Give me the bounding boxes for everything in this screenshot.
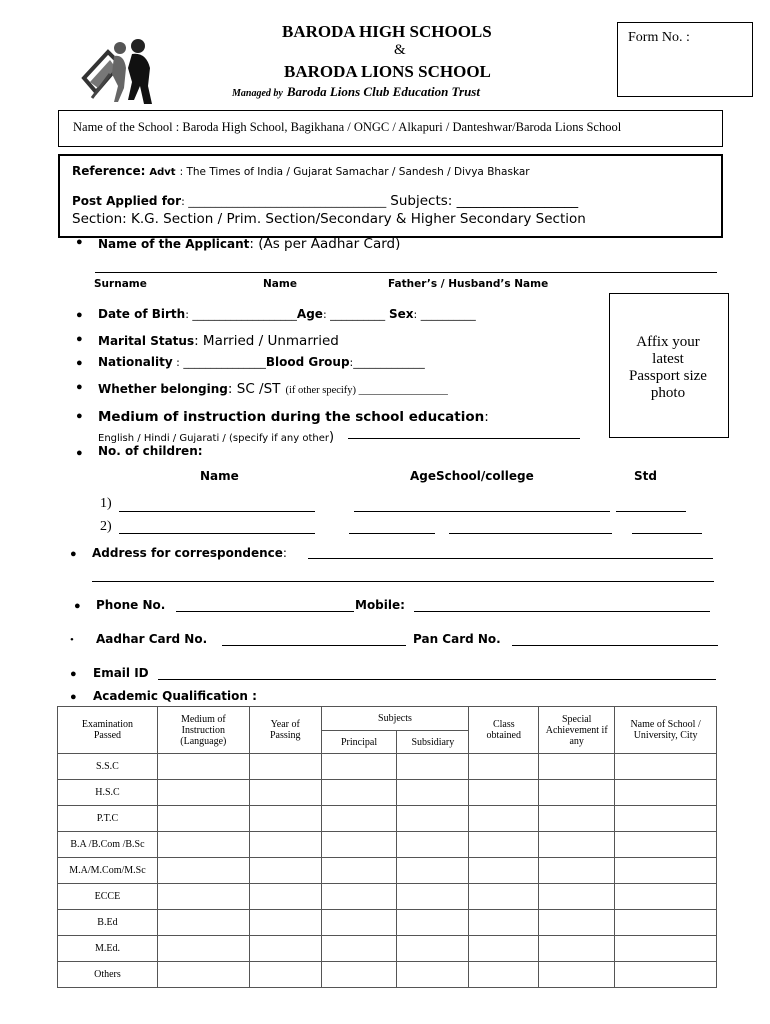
dob-field[interactable]: : ___________________ (185, 308, 297, 321)
belonging-line[interactable] (98, 378, 448, 397)
child-2-school-field[interactable] (449, 533, 612, 534)
table-input-cell[interactable] (539, 754, 615, 780)
trust-name: Baroda Lions Club Education Trust (286, 84, 480, 99)
advt-sources: : The Times of India / Gujarat Samachar / Sandesh / Divya Bhaskar (179, 166, 530, 178)
section-line: Section: K.G. Section / Prim. Section/Secondary & Higher Secondary Section (72, 211, 586, 227)
aadhar-field[interactable] (222, 645, 406, 646)
table-input-cell[interactable] (249, 858, 321, 884)
table-input-cell[interactable] (469, 910, 539, 936)
medium-label: Medium of instruction during the school education (98, 409, 485, 425)
table-input-cell[interactable] (321, 806, 397, 832)
blood-group-label: Blood Group (265, 355, 350, 369)
table-row (58, 832, 717, 858)
table-row (58, 806, 717, 832)
title-line-2: BARODA LIONS SCHOOL (284, 62, 491, 81)
marital-line[interactable] (98, 330, 339, 349)
post-applied-label: Post Applied for (72, 194, 182, 208)
belonging-options[interactable]: : SC /ST (227, 381, 281, 397)
table-input-cell[interactable] (157, 910, 249, 936)
advt-label: Advt (149, 167, 176, 178)
table-input-cell[interactable] (249, 754, 321, 780)
aadhar-label: Aadhar Card No. (96, 632, 208, 646)
phone-field[interactable] (176, 611, 354, 612)
child-2-std-field[interactable] (632, 533, 702, 534)
table-input-cell[interactable] (469, 858, 539, 884)
managed-by-line (232, 83, 480, 101)
table-input-cell[interactable] (539, 780, 615, 806)
belonging-note[interactable]: (if other specify) _________________ (285, 385, 448, 396)
address-label: Address for correspondence (92, 546, 283, 560)
table-input-cell[interactable] (321, 780, 397, 806)
table-input-cell[interactable] (397, 806, 469, 832)
table-input-cell[interactable] (249, 832, 321, 858)
title-ampersand: & (394, 42, 406, 58)
child-age-school-header: AgeSchool/college (410, 469, 534, 483)
table-input-cell[interactable] (615, 832, 717, 858)
exam-name-cell: B.A /B.Com /B.Sc (58, 832, 158, 858)
school-logo (80, 38, 160, 108)
header-subsidiary: Subsidiary (397, 731, 469, 754)
father-husband-label: Father’s / Husband’s Name (388, 278, 549, 290)
table-row (58, 910, 717, 936)
table-input-cell[interactable] (615, 884, 717, 910)
mobile-label: Mobile: (355, 598, 405, 612)
medium-other-field[interactable] (348, 438, 580, 439)
applicant-name-field[interactable] (95, 272, 717, 273)
applicant-name-label: Name of the Applicant (98, 237, 250, 251)
photo-text-3: Passport size (629, 368, 707, 384)
header-university: Name of School / University, City (615, 707, 717, 754)
nationality-line[interactable] (98, 355, 425, 369)
table-input-cell[interactable] (469, 884, 539, 910)
table-input-cell[interactable] (397, 936, 469, 962)
table-input-cell[interactable] (539, 910, 615, 936)
post-applied-line[interactable] (72, 192, 578, 210)
bullet: ● (76, 447, 83, 459)
child-1-std-field[interactable] (616, 511, 686, 512)
table-input-cell[interactable] (397, 858, 469, 884)
medium-heading (98, 406, 489, 425)
table-input-cell[interactable] (397, 780, 469, 806)
address-colon: : (282, 546, 287, 560)
table-input-cell[interactable] (615, 754, 717, 780)
header-class: Class obtained (469, 707, 539, 754)
table-input-cell[interactable] (397, 832, 469, 858)
table-row (58, 884, 717, 910)
address-field-1[interactable] (308, 558, 713, 559)
header-medium: Medium of Instruction (Language) (157, 707, 249, 754)
table-input-cell[interactable] (249, 936, 321, 962)
exam-name-cell: M.A/M.Com/M.Sc (58, 858, 158, 884)
table-input-cell[interactable] (615, 806, 717, 832)
surname-label: Surname (94, 278, 147, 290)
table-input-cell[interactable] (469, 806, 539, 832)
form-no-box[interactable] (617, 22, 753, 97)
child-2-name-field[interactable] (119, 533, 315, 534)
table-input-cell[interactable] (469, 936, 539, 962)
table-input-cell[interactable] (249, 780, 321, 806)
header-principal: Principal (321, 731, 397, 754)
child-name-header: Name (200, 469, 239, 483)
table-input-cell[interactable] (615, 962, 717, 988)
bullet: ● (76, 236, 83, 248)
marital-options[interactable]: : Married / Unmarried (194, 333, 339, 349)
exam-name-cell: Others (58, 962, 158, 988)
table-input-cell[interactable] (321, 936, 397, 962)
photo-text-4: photo (650, 385, 686, 401)
table-input-cell[interactable] (249, 910, 321, 936)
table-row (58, 754, 717, 780)
email-field[interactable] (158, 679, 716, 680)
name-label: Name (263, 278, 297, 290)
blood-group-field[interactable]: :_____________ (349, 356, 425, 369)
table-input-cell[interactable] (321, 858, 397, 884)
bullet: ● (76, 333, 83, 345)
applicant-name-line (98, 235, 400, 253)
table-input-cell[interactable] (157, 858, 249, 884)
academic-table (57, 706, 717, 988)
table-input-cell[interactable] (539, 832, 615, 858)
table-input-cell[interactable] (615, 780, 717, 806)
exam-name-cell: S.S.C (58, 754, 158, 780)
bullet: ● (70, 548, 77, 560)
child-1-school-field[interactable] (354, 511, 610, 512)
subjects-field[interactable]: Subjects: __________________ (390, 193, 579, 209)
table-input-cell[interactable] (469, 780, 539, 806)
email-label: Email ID (93, 666, 149, 680)
table-input-cell[interactable] (157, 806, 249, 832)
table-input-cell[interactable] (615, 936, 717, 962)
nationality-label: Nationality (98, 355, 173, 369)
child-1-number: 1) (100, 496, 112, 511)
sex-label: Sex (388, 307, 414, 321)
address-line (92, 546, 287, 560)
medium-colon: : (484, 409, 489, 425)
medium-paren: ) (329, 430, 335, 445)
exam-name-cell: M.Ed. (58, 936, 158, 962)
header-subjects: Subjects (321, 707, 469, 731)
table-input-cell[interactable] (157, 936, 249, 962)
table-row (58, 858, 717, 884)
post-applied-field[interactable]: : ____________________________________ (181, 195, 387, 208)
header-year: Year of Passing (249, 707, 321, 754)
table-input-cell[interactable] (321, 884, 397, 910)
table-input-cell[interactable] (539, 884, 615, 910)
bullet: ● (76, 381, 83, 393)
managed-by-label: Managed by (232, 88, 283, 99)
table-input-cell[interactable] (615, 910, 717, 936)
table-row (58, 962, 717, 988)
bullet: ● (74, 600, 81, 612)
child-2-number: 2) (100, 519, 112, 534)
table-input-cell[interactable] (249, 884, 321, 910)
pan-field[interactable] (512, 645, 718, 646)
child-2-age-field[interactable] (349, 533, 435, 534)
exam-name-cell: ECCE (58, 884, 158, 910)
table-input-cell[interactable] (321, 962, 397, 988)
school-name-text: Name of the School : Baroda High School, Bagikhana / ONGC / Alkapuri / Danteshwar/Baroda Lions School (73, 120, 622, 134)
table-input-cell[interactable] (321, 910, 397, 936)
bullet: ● (76, 309, 83, 321)
bullet: ● (76, 410, 83, 422)
title-line-1: BARODA HIGH SCHOOLS (282, 22, 492, 41)
table-input-cell[interactable] (539, 858, 615, 884)
children-label: No. of children: (98, 444, 203, 458)
form-no-label: Form No. : (628, 30, 690, 45)
photo-text-1: Affix your (636, 334, 700, 350)
address-field-2[interactable] (92, 581, 714, 582)
table-input-cell[interactable] (157, 832, 249, 858)
child-1-name-field[interactable] (119, 511, 315, 512)
belonging-label: Whether belonging (98, 382, 228, 396)
table-input-cell[interactable] (397, 884, 469, 910)
table-input-cell[interactable] (157, 884, 249, 910)
child-std-header: Std (634, 469, 657, 483)
age-field[interactable]: : __________ (322, 308, 386, 321)
sex-field[interactable]: : __________ (413, 308, 476, 321)
table-input-cell[interactable] (539, 806, 615, 832)
table-input-cell[interactable] (157, 962, 249, 988)
table-input-cell[interactable] (397, 962, 469, 988)
exam-name-cell: B.Ed (58, 910, 158, 936)
header-special: Special Achievement if any (539, 707, 615, 754)
table-input-cell[interactable] (397, 754, 469, 780)
table-input-cell[interactable] (539, 962, 615, 988)
table-input-cell[interactable] (157, 754, 249, 780)
table-input-cell[interactable] (321, 754, 397, 780)
bullet: ● (70, 691, 77, 703)
nationality-field[interactable]: : _______________ (172, 356, 266, 369)
table-input-cell[interactable] (469, 832, 539, 858)
exam-name-cell: P.T.C (58, 806, 158, 832)
table-input-cell[interactable] (539, 936, 615, 962)
table-row (58, 936, 717, 962)
photo-text-2: latest (652, 351, 684, 367)
medium-options: English / Hindi / Gujarati / (specify if any other (98, 433, 329, 444)
bullet: ● (76, 357, 83, 369)
exam-name-cell: H.S.C (58, 780, 158, 806)
reference-label: Reference: (72, 164, 146, 178)
table-input-cell[interactable] (397, 910, 469, 936)
mobile-field[interactable] (414, 611, 710, 612)
header-examination: Examination Passed (58, 707, 158, 754)
table-row (58, 780, 717, 806)
dob-line[interactable] (98, 307, 476, 321)
table-input-cell[interactable] (249, 806, 321, 832)
table-input-cell[interactable] (469, 962, 539, 988)
marital-label: Marital Status (98, 334, 195, 348)
dob-label: Date of Birth (98, 307, 186, 321)
applicant-name-note: : (As per Aadhar Card) (249, 236, 401, 252)
reference-line (72, 162, 530, 180)
table-input-cell[interactable] (469, 754, 539, 780)
table-input-cell[interactable] (157, 780, 249, 806)
table-input-cell[interactable] (249, 962, 321, 988)
academic-label: Academic Qualification : (93, 689, 257, 703)
bullet: • (70, 634, 74, 646)
table-input-cell[interactable] (615, 858, 717, 884)
bullet: ● (70, 668, 77, 680)
table-input-cell[interactable] (321, 832, 397, 858)
pan-label: Pan Card No. (413, 632, 501, 646)
age-label: Age (296, 307, 323, 321)
phone-label: Phone No. (96, 598, 166, 612)
